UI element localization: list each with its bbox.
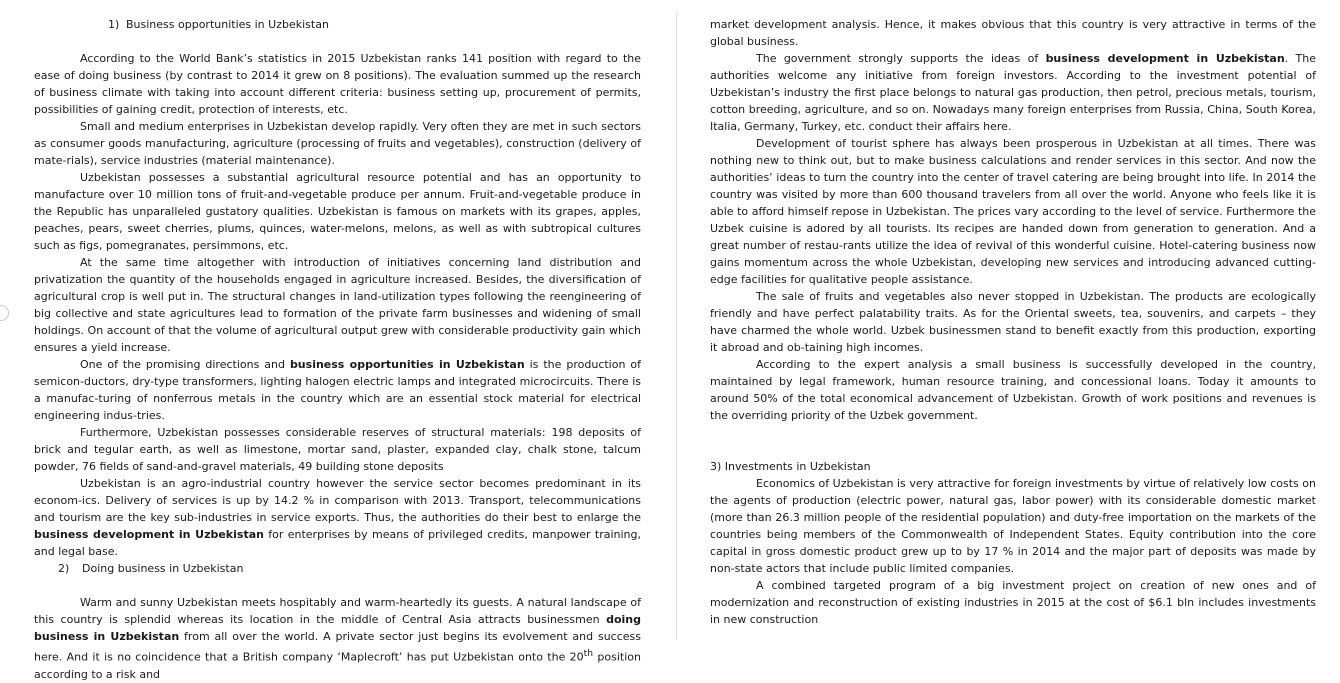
paragraph: The government strongly supports the ideas of business development in Uzbekistan. The authorities welcome any initiative from foreign investors. According to the investment potential of Uzbekistan’s industry the first place belongs to natural gas production, then petrol, precious metals, tourism, cotton breeding, agriculture, and so on. Nowadays many foreign enterprises from Russia, China, South Korea, Italia, Germany, Turkey, etc. conduct their affairs here. [710, 52, 1316, 133]
page-right [678, 0, 1340, 640]
paragraph: Small and medium enterprises in Uzbekistan develop rapidly. Very often they are met in such sectors as consumer goods manufacturing, agriculture (processing of fruits and vegetables), construction (delivery of mate-rials), service industries (material maintenance). [34, 120, 641, 167]
section-number: 1) [108, 18, 120, 31]
section-heading-1 [34, 16, 641, 33]
page-divider [676, 10, 677, 640]
paragraph: A combined targeted program of a big investment project on creation of new ones and of modernization and reconstruction of existing industries in 2015 at the cost of $6.1 bln includes investments in new construction [710, 579, 1316, 626]
paragraph: Warm and sunny Uzbekistan meets hospitably and warm-heartedly its guests. A natural landscape of this country is splendid whereas its location in the middle of Central Asia attracts businessmen doing business in Uzbekistan from all over the world. A private sector just begins its evolvement and success here. And it is no coincidence that a British company ‘Maplecroft’ has put Uzbekistan onto the 20th position according to a risk and [34, 596, 641, 681]
section-heading-2 [34, 560, 641, 577]
section-title: Doing business in Uzbekistan [82, 562, 244, 575]
keyword-bold: doing business in Uzbekistan [34, 613, 641, 643]
keyword-bold: business development in Uzbekistan [34, 528, 264, 541]
paragraph: market development analysis. Hence, it makes obvious that this country is very attractive in terms of the global business. [710, 18, 1316, 48]
paragraph: Development of tourist sphere has always been prosperous in Uzbekistan at all times. There was nothing new to think out, but to make business calculations and render services in this sector. And now the authorities’ ideas to turn the country into the center of travel catering are being brought into life. In 2014 the country was visited by more than 600 thousand travelers from all over the world. Anyone who feels like it is able to afford himself repose in Uzbekistan. The prices vary according to the level of service. Furthermore the Uzbek cuisine is adored by all tourists. Its recipes are handed down from generation to generation. And a great number of restau-rants utilize the idea of revival of this wonderful cuisine. Hotel-catering business now gains momentum across the whole Uzbekistan, developing new services and introducing advanced cutting-edge facilities for qualitative people assistance. [710, 137, 1316, 286]
paragraph: According to the expert analysis a small business is successfully developed in the country, maintained by legal framework, human resource training, and concessional loans. Today it amounts to around 50% of the total economical advancement of Uzbekistan. Growth of work positions and revenues is the overriding priority of the Uzbek government. [710, 358, 1316, 422]
paragraph: Economics of Uzbekistan is very attractive for foreign investments by virtue of relatively low costs on the agents of production (electric power, natural gas, labor power) with its considerable domestic market (more than 26.3 million people of the residential population) and duty-free importation on the markets of the countries being members of the Commonwealth of Independent States. Equity contribution into the core capital in gross domestic product grew up to by 17 % in 2014 and the major part of deposits was made by non-state actors that include public limited companies. [710, 477, 1316, 575]
page-left [0, 0, 660, 681]
section-heading-3: 3) Investments in Uzbekistan [710, 460, 871, 473]
paragraph: Furthermore, Uzbekistan possesses considerable reserves of structural materials: 198 deposits of brick and tegular earth, as well as limestone, mortar sand, plaster, expanded clay, chalk stone, talcum powder, 76 fields of sand-and-gravel materials, 49 building stone deposits [34, 426, 641, 473]
right-column [710, 16, 1316, 628]
keyword-bold: business development in Uzbekistan [1045, 52, 1285, 65]
paragraph: One of the promising directions and business opportunities in Uzbekistan is the production of semicon-ductors, dry-type transformers, lighting halogen electric lamps and integrated microcircuits. There is a manufac-turing of nonferrous metals in the country which are an essential stock material for electrical engineering indus-tries. [34, 358, 641, 422]
paragraph: Uzbekistan is an agro-industrial country however the service sector becomes predominant in its econom-ics. Delivery of services is up by 14.2 % in comparison with 2013. Transport, telecommunications and tourism are the key sub-industries in service exports. Thus, the authorities do their best to enlarge the business development in Uzbekistan for enterprises by means of privileged credits, manpower training, and legal base. [34, 477, 641, 558]
section-title: Business opportunities in Uzbekistan [126, 18, 329, 31]
keyword-bold: business opportunities in Uzbekistan [289, 358, 525, 371]
paragraph: Uzbekistan possesses a substantial agricultural resource potential and has an opportunity to manufacture over 10 million tons of fruit-and-vegetable produce per annum. Fruit-and-vegetable produce in the Republic has unparalleled gustatory qualities. Uzbekistan is famous on markets with its grapes, apples, peaches, pears, sweet cherries, plums, quinces, water-melons, melons, as well as with subtropical cultures such as figs, pomegranates, persimmons, etc. [34, 171, 641, 252]
paragraph: The sale of fruits and vegetables also never stopped in Uzbekistan. The products are ecologically friendly and have perfect palatability traits. As for the Oriental sweets, tea, souvenirs, and carpets – they have charmed the whole world. Uzbek businessmen stand to benefit exactly from this production, exporting it abroad and ob-taining high incomes. [710, 290, 1316, 354]
section-number: 2) [58, 562, 70, 575]
paragraph: At the same time altogether with introduction of initiatives concerning land distribution and privatization the quantity of the households engaged in agriculture increased. Besides, the diversification of agricultural crop is well put in. The structural changes in land-utilization types following the reengineering of big collective and state agricultures lead to formation of the private farm businesses and widening of small holdings. On account of that the volume of agricultural output grew with considerable productivity gain which ensures a yield increase. [34, 256, 641, 354]
paragraph: According to the World Bank’s statistics in 2015 Uzbekistan ranks 141 position with regard to the ease of doing business (by contrast to 2014 it grew on 8 positions). The evaluation summed up the research of business climate with taking into account different criteria: business setting up, procurement of permits, possibilities of gaining credit, protection of interests, etc. [34, 52, 641, 116]
left-column [34, 16, 641, 683]
